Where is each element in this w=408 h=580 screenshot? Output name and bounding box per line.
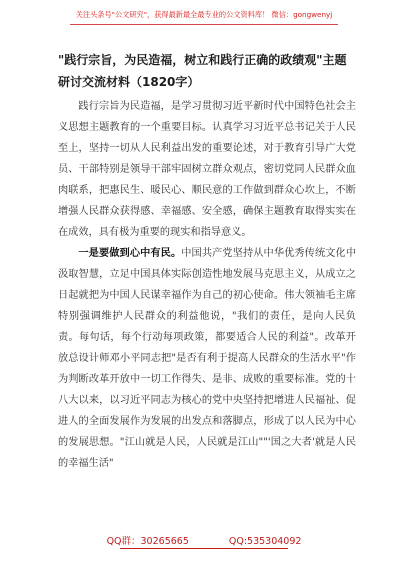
document-body <box>58 96 356 474</box>
header-divider <box>70 24 338 25</box>
footer-qq: QQ:535304092 <box>228 536 302 547</box>
document-title: "践行宗旨，为民造福，树立和践行正确的政绩观"主题研讨交流材料（1820字） <box>58 53 347 89</box>
paragraph-intro <box>58 96 356 243</box>
paragraph-text: 践行宗旨为民造福，是学习贯彻习近平新时代中国特色社会主义思想主题教育的一个重要目标。认真学习习近平总书记关于人民至上，坚持一切从人民利益出发的重要论述，对于教育引导广大党员、干部特别是领导干部牢固树立群众观点，密切党同人民群众血肉联系，把惠民生、暖民心、顺民意的工作做到群众心坎上，不断增强人民群众获得感、幸福感、安全感，确保主题教育取得实实在在成效，具有极为重要的现实和指导意义。 <box>58 101 356 238</box>
footer-qq-group: QQ群：30265665 <box>106 536 189 547</box>
footer-divider <box>120 548 288 549</box>
footer-contact <box>0 533 408 547</box>
paragraph-point-one <box>58 243 356 474</box>
paragraph-text: 中国共产党坚持从中华优秀传统文化中汲取智慧，立足中国具体实际创造性地发展马克思主义，从成立之日起就把为中国人民谋幸福作为自己的初心使命。伟大领袖毛主席特别强调维护人民群众的利益他说，"我们的责任，是向人民负责。每句话，每个行动每项政策，都要适合人民的利益"。改革开放总设计师邓小平同志把"是否有利于提高人民群众的生活水平"作为判断改革开放中一切工作得失、是非、成败的重要标准。党的十八大以来，以习近平同志为核心的党中央坚持把增进人民福祉、促进人的全面发展作为发展的出发点和落脚点，形成了以人民为中心的发展思想。"江山就是人民，人民就是江山""'国之大者'就是人民的幸福生活" <box>58 248 357 469</box>
paragraph-lead: 一是要做到心中有民。 <box>78 248 182 259</box>
header-banner: 关注头条号"公文研究"，获得最新最全最专业的公文资料库！ 微信：gongwenyj <box>75 10 333 19</box>
